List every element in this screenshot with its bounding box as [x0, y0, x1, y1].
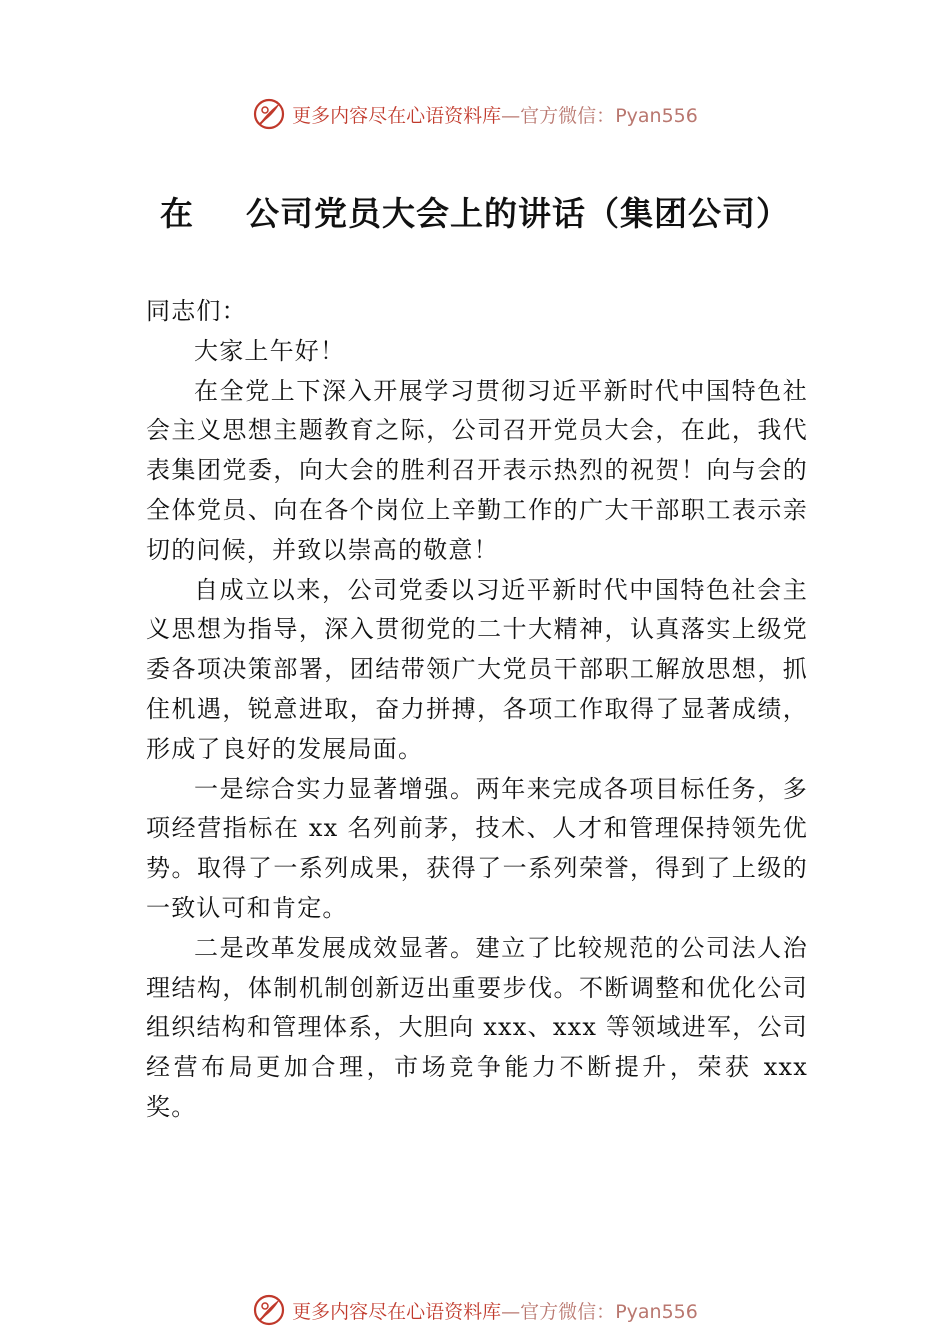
banner-text — [292, 1297, 698, 1324]
banner-text — [292, 101, 698, 128]
banner-brand-text: 更多内容尽在心语资料库 — [292, 1300, 502, 1323]
title-main: 公司党员大会上的讲话（集团公司） — [246, 194, 790, 233]
paragraph-point-two: 二是改革发展成效显著。建立了比较规范的公司法人治理结构，体制机制创新迈出重要步伐。不断调整和优化公司组织结构和管理体系，大胆向 xxx、xxx 等领域进军，公司经营布局更加合理，市场竞争能力不断提升，荣获 xxx 奖。 — [146, 933, 808, 1121]
paragraph-congratulations: 在全党上下深入开展学习贯彻习近平新时代中国特色社会主义思想主题教育之际，公司召开党员大会，在此，我代表集团党委，向大会的胜利召开表示热烈的祝贺！向与会的全体党员、向在各个岗位上辛勤工作的广大干部职工表示亲切的问候，并致以崇高的敬意！ — [146, 376, 808, 564]
salutation: 同志们： — [146, 297, 247, 325]
banner-wechat-id: Pyan556 — [615, 104, 698, 127]
banner-dash: — — [501, 1300, 521, 1323]
quill-logo-icon — [252, 1293, 286, 1327]
footer-banner — [0, 1290, 950, 1330]
paragraph-greeting: 大家上午好！ — [194, 336, 346, 365]
banner-brand-text: 更多内容尽在心语资料库 — [292, 104, 502, 127]
header-banner — [0, 94, 950, 134]
document-title — [0, 188, 950, 235]
title-prefix: 在 — [160, 194, 194, 233]
document-body — [146, 292, 808, 1128]
banner-wechat-label: 官方微信： — [520, 104, 616, 127]
banner-dash: — — [501, 104, 521, 127]
banner-wechat-id: Pyan556 — [615, 1300, 698, 1323]
paragraph-achievements: 自成立以来，公司党委以习近平新时代中国特色社会主义思想为指导，深入贯彻党的二十大精神，认真落实上级党委各项决策部署，团结带领广大党员干部职工解放思想，抓住机遇，锐意进取，奋力拼搏，各项工作取得了显著成绩， 形成了良好的发展局面。 — [146, 575, 808, 763]
quill-logo-icon — [252, 97, 286, 131]
banner-wechat-label: 官方微信： — [520, 1300, 616, 1323]
paragraph-point-one: 一是综合实力显著增强。两年来完成各项目标任务，多项经营指标在 xx 名列前茅，技术、人才和管理保持领先优势。取得了一系列成果，获得了一系列荣誉，得到了上级的一致认可和肯定。 — [146, 774, 808, 922]
